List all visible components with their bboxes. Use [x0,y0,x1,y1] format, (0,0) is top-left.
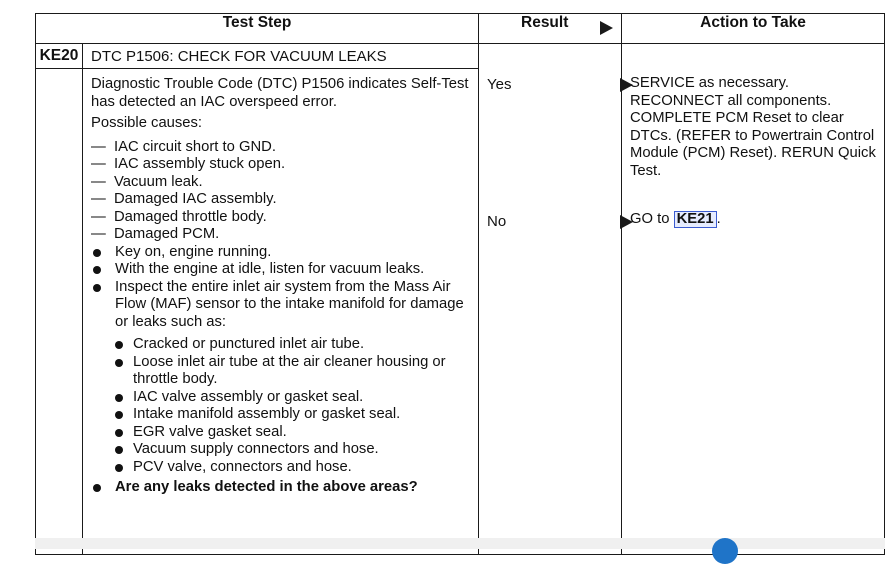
action-yes: SERVICE as necessary. RECONNECT all components. COMPLETE PCM Reset to clear DTCs. (REFER to Powertrain Control Module (PCM) Reset). RERUN Quick Test. [630,75,876,179]
result-yes-label: Yes [487,76,512,93]
cause-item: — IAC assembly stuck open. [91,156,474,174]
table-header-row [36,14,885,44]
inspect-item-text: Vacuum supply connectors and hose. [133,441,379,457]
action-no-suffix: . [716,211,721,227]
step-item [91,244,474,262]
inspect-item-text: Intake manifold assembly or gasket seal. [133,406,401,422]
floating-circle-button[interactable] [712,538,738,564]
step-item-text: Key on, engine running. [115,243,272,260]
step-item [91,261,474,279]
result-yes [487,76,511,93]
cause-item: — Vacuum leak. [91,174,474,192]
cause-item: — IAC circuit short to GND. [91,139,474,157]
arrow-right-icon [600,21,613,35]
inspect-list [115,336,474,476]
bullet-icon [93,484,101,492]
result-no-label: No [487,213,507,230]
header-result [479,14,622,44]
cause-item: — Damaged IAC assembly. [91,191,474,209]
inspect-item-text: IAC valve assembly or gasket seal. [133,388,364,405]
inspect-item [113,336,474,354]
result-cell [479,44,622,555]
footer-bar [35,538,885,549]
step-title: DTC P1506: CHECK FOR VACUUM LEAKS [83,44,479,69]
action-no-prefix: GO to [630,211,670,227]
inspect-item [113,406,474,424]
bullet-icon [115,394,123,402]
step-item-text: Inspect the entire inlet air system from the Mass Air Flow (MAF) sensor to the intake manifold for damage or leaks such as: [115,278,464,330]
bullet-icon [115,359,123,367]
header-action: Action to Take [622,14,885,44]
result-no [487,213,506,230]
causes-list [91,139,474,244]
question-text: Are any leaks detected in the above areas? [115,479,418,495]
bullet-icon [115,341,123,349]
inspect-item-text: Cracked or punctured inlet air tube. [133,336,365,352]
step-item [91,279,474,477]
step-body [83,69,479,555]
inspect-item [113,389,474,407]
inspect-item [113,459,474,477]
inspect-item-text: EGR valve gasket seal. [133,423,287,440]
step-item-text: With the engine at idle, listen for vacuum leaks. [115,261,425,277]
bullet-icon [115,446,123,454]
header-result-label: Result [521,14,569,31]
inspect-item [113,424,474,442]
bullet-icon [115,429,123,437]
bullet-icon [93,249,101,257]
possible-causes-label: Possible causes: [91,115,203,131]
bullet-icon [115,464,123,472]
intro-text: Diagnostic Trouble Code (DTC) P1506 indicates Self-Test has detected an IAC overspeed error. [91,76,469,110]
bullet-icon [115,411,123,419]
cause-item: — Damaged PCM. [91,226,474,244]
cause-item: — Damaged throttle body. [91,209,474,227]
inspect-item [113,441,474,459]
step-title-row [36,44,885,69]
inspect-item [113,354,474,389]
step-id-spacer [36,69,83,555]
question-item [91,479,474,497]
bullet-icon [93,284,101,292]
goto-ke21-link[interactable]: KE21 [674,211,717,228]
inspect-item-text: Loose inlet air tube at the air cleaner housing or throttle body. [133,353,446,387]
header-test-step: Test Step [36,14,479,44]
inspect-item-text: PCV valve, connectors and hose. [133,458,352,475]
action-no [630,211,878,229]
diagnostic-table [35,13,885,555]
bullet-icon [93,266,101,274]
steps-list [91,244,474,497]
step-id: KE20 [36,44,83,69]
action-cell [622,44,885,555]
